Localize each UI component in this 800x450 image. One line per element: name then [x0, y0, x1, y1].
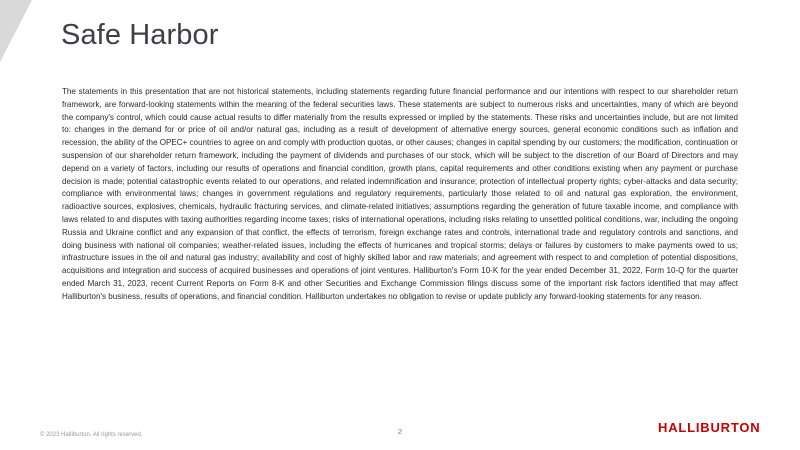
page-number: 2 — [397, 427, 403, 436]
copyright-notice: © 2023 Halliburton. All rights reserved. — [40, 432, 143, 438]
safe-harbor-statement: The statements in this presentation that are not historical statements, including statements regarding future financial performance and our intentions with respect to our shareholder return framework, are forward-looking statements within the meaning of the federal securities laws. These statements are subject to numerous risks and uncertainties, many of which are beyond the company's control, which could cause actual results to differ materially from the results expressed or implied by the statements. These risks and uncertainties include, but are not limited to: changes in the demand for or price of oil and/or natural gas, including as a result of development of alternative energy sources, general economic conditions such as inflation and recession, the ability of the OPEC+ countries to agree on and comply with production quotas, or other causes; changes in capital spending by our customers; the modification, continuation or suspension of our shareholder return framework, including the payment of dividends and purchases of our stock, which will be subject to the discretion of our Board of Directors and may depend on a variety of factors, including our results of operations and financial condition, growth plans, capital requirements and other conditions existing when any payment or purchase decision is made; potential catastrophic events related to our operations, and related indemnification and insurance; protection of intellectual property rights; cyber-attacks and data security; compliance with environmental laws; changes in government regulations and regulatory requirements, particularly those related to oil and natural gas exploration, the environment, radioactive sources, explosives, chemicals, hydraulic fracturing services, and climate-related initiatives; assumptions regarding the generation of future taxable income, and compliance with laws related to and disputes with taxing authorities regarding income taxes; risks of international operations, including risks relating to unsettled political conditions, war, including the ongoing Russia and Ukraine conflict and any expansion of that conflict, the effects of terrorism, foreign exchange rates and controls, international trade and regulatory controls and sanctions, and doing business with national oil companies; weather-related issues, including the effects of hurricanes and tropical storms; delays or failures by customers to make payments owed to us; infrastructure issues in the oil and natural gas industry; availability and cost of highly skilled labor and raw materials; and agreement with respect to and completion of potential dispositions, acquisitions and integration and success of acquired businesses and operations of joint ventures. Halliburton's Form 10-K for the year ended December 31, 2022, Form 10-Q for the quarter ended March 31, 2023, recent Current Reports on Form 8-K and other Securities and Exchange Commission filings discuss some of the important risk factors identified that may affect Halliburton's business, results of operations, and financial condition. Halliburton undertakes no obligation to revise or update publicly any forward-looking statements for any reason. — [62, 87, 738, 301]
corner-decoration-shape — [0, 0, 52, 62]
page-title: Safe Harbor — [61, 19, 219, 51]
halliburton-logo: HALLIBURTON — [658, 420, 761, 435]
